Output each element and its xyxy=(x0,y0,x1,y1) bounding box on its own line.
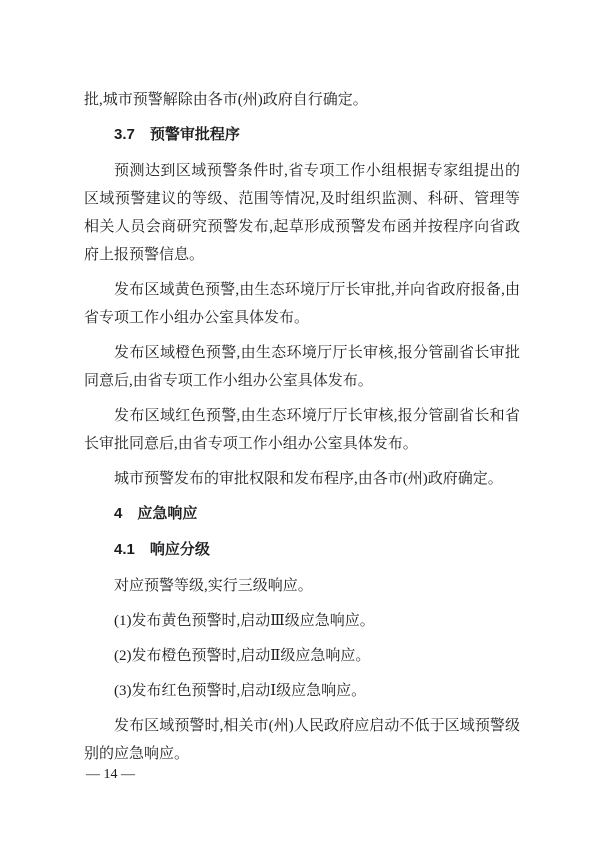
section-heading-4-1: 4.1 响应分级 xyxy=(114,541,210,558)
paragraph-regional-response: 发布区域预警时,相关市(州)人民政府应启动不低于区域预警级别的应急响应。 xyxy=(84,718,520,762)
paragraph-response-levels-intro: 对应预警等级,实行三级响应。 xyxy=(114,578,313,594)
paragraph-continued: 批,城市预警解除由各市(州)政府自行确定。 xyxy=(84,92,368,108)
paragraph-orange-warning: 发布区域橙色预警,由生态环境厅厅长审核,报分管副省长审批同意后,由省专项工作小组办公室具体发布。 xyxy=(84,345,520,389)
page-content xyxy=(84,86,520,768)
section-heading-3-7: 3.7 预警审批程序 xyxy=(114,126,240,143)
paragraph-yellow-warning: 发布区域黄色预警,由生态环境厅厅长审批,并向省政府报备,由省专项工作小组办公室具体发布。 xyxy=(84,282,520,326)
paragraph-red-warning: 发布区域红色预警,由生态环境厅厅长审核,报分管副省长和省长审批同意后,由省专项工作小组办公室具体发布。 xyxy=(84,408,520,452)
section-heading-4: 4 应急响应 xyxy=(114,505,198,522)
paragraph-approval-procedure: 预测达到区域预警条件时,省专项工作小组根据专家组提出的区域预警建议的等级、范围等情况,及时组织监测、科研、管理等相关人员会商研究预警发布,起草形成预警发布函并按程序向省政府上报预警信息。 xyxy=(84,163,520,263)
paragraph-city-warning-authority: 城市预警发布的审批权限和发布程序,由各市(州)政府确定。 xyxy=(114,471,503,487)
list-item-level-2: (2)发布橙色预警时,启动Ⅱ级应急响应。 xyxy=(114,648,371,664)
list-item-level-1: (3)发布红色预警时,启动Ⅰ级应急响应。 xyxy=(114,683,367,699)
list-item-level-3: (1)发布黄色预警时,启动Ⅲ级应急响应。 xyxy=(114,613,375,629)
page-number: — 14 — xyxy=(86,767,135,782)
